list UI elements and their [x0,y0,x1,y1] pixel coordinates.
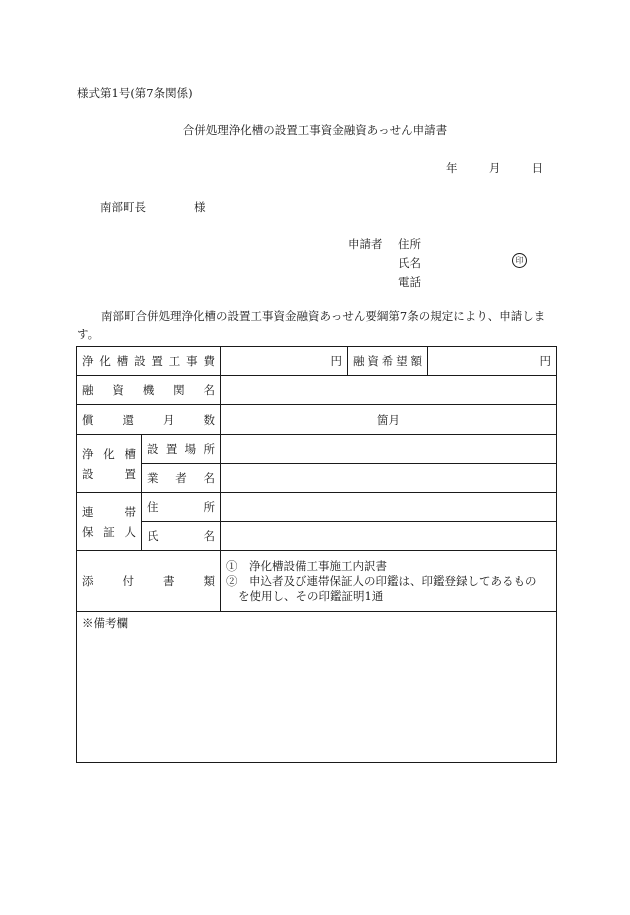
date-month: 月 [488,161,501,175]
lender-field[interactable] [221,376,557,405]
guarantor-label [77,493,142,551]
attachments-label: 添付書類 [77,551,221,612]
install-location-field[interactable] [221,435,557,464]
yen-unit: 円 [539,354,551,368]
table-row [77,493,557,522]
applicant-address-label: 住所 [398,237,421,251]
applicant-label: 申請者 [348,237,383,251]
date-year: 年 [446,161,458,175]
construction-cost-label: 浄化槽設置工事費 [77,347,221,376]
attachments-list [221,551,557,612]
repayment-label: 償還月数 [77,405,221,435]
contractor-field[interactable] [221,464,557,493]
table-row [77,551,557,612]
desired-loan-label: 融資希望額 [348,347,428,376]
application-table [76,346,557,763]
remarks-label: ※備考欄 [82,616,128,630]
construction-cost-field[interactable] [221,347,348,376]
tank-install-label [77,435,142,493]
install-location-label: 設置場所 [142,435,221,464]
contractor-label: 業者名 [142,464,221,493]
desired-loan-field[interactable] [428,347,557,376]
remarks-field[interactable] [77,612,557,763]
date-day: 日 [531,161,544,175]
attachment-item-2: ② 申込者及び連帯保証人の印鑑は、印鑑登録してあるもの [226,573,537,588]
applicant-name-label: 氏名 [398,256,421,270]
attachment-item-1: ① 浄化槽設備工事施工内訳書 [226,558,387,573]
guarantor-address-label: 住所 [142,493,221,522]
table-row [77,522,557,551]
guarantor-name-field[interactable] [221,522,557,551]
months-unit: 箇月 [377,412,400,427]
repayment-field[interactable] [221,405,557,435]
table-row [77,435,557,464]
table-row [77,405,557,435]
lender-label: 融資機関名 [77,376,221,405]
body-text: 南部町合併処理浄化槽の設置工事資金融資あっせん要綱第7条の規定により、申請します。 [77,309,546,341]
yen-unit: 円 [330,354,342,368]
tank-label-line1: 浄化槽 [82,446,136,461]
addressee [100,199,206,215]
document-title: 合併処理浄化槽の設置工事資金融資あっせん申請書 [182,123,448,137]
guarantor-label-line2: 保証人 [82,524,136,539]
attachment-item-2-cont: を使用し、その印鑑証明1通 [238,588,384,603]
seal-icon: 印 [512,253,527,268]
tank-label-line2: 設置 [82,466,136,481]
form-number: 様式第1号(第7条関係) [77,86,193,100]
applicant-phone-label: 電話 [398,275,421,289]
guarantor-name-label: 氏名 [142,522,221,551]
addressee-name: 南部町長 [100,200,146,214]
table-row [77,612,557,763]
guarantor-label-line1: 連帯 [82,504,136,519]
table-row [77,376,557,405]
table-row [77,464,557,493]
date-line [446,160,543,176]
guarantor-address-field[interactable] [221,493,557,522]
table-row [77,347,557,376]
honorific: 様 [194,200,206,214]
